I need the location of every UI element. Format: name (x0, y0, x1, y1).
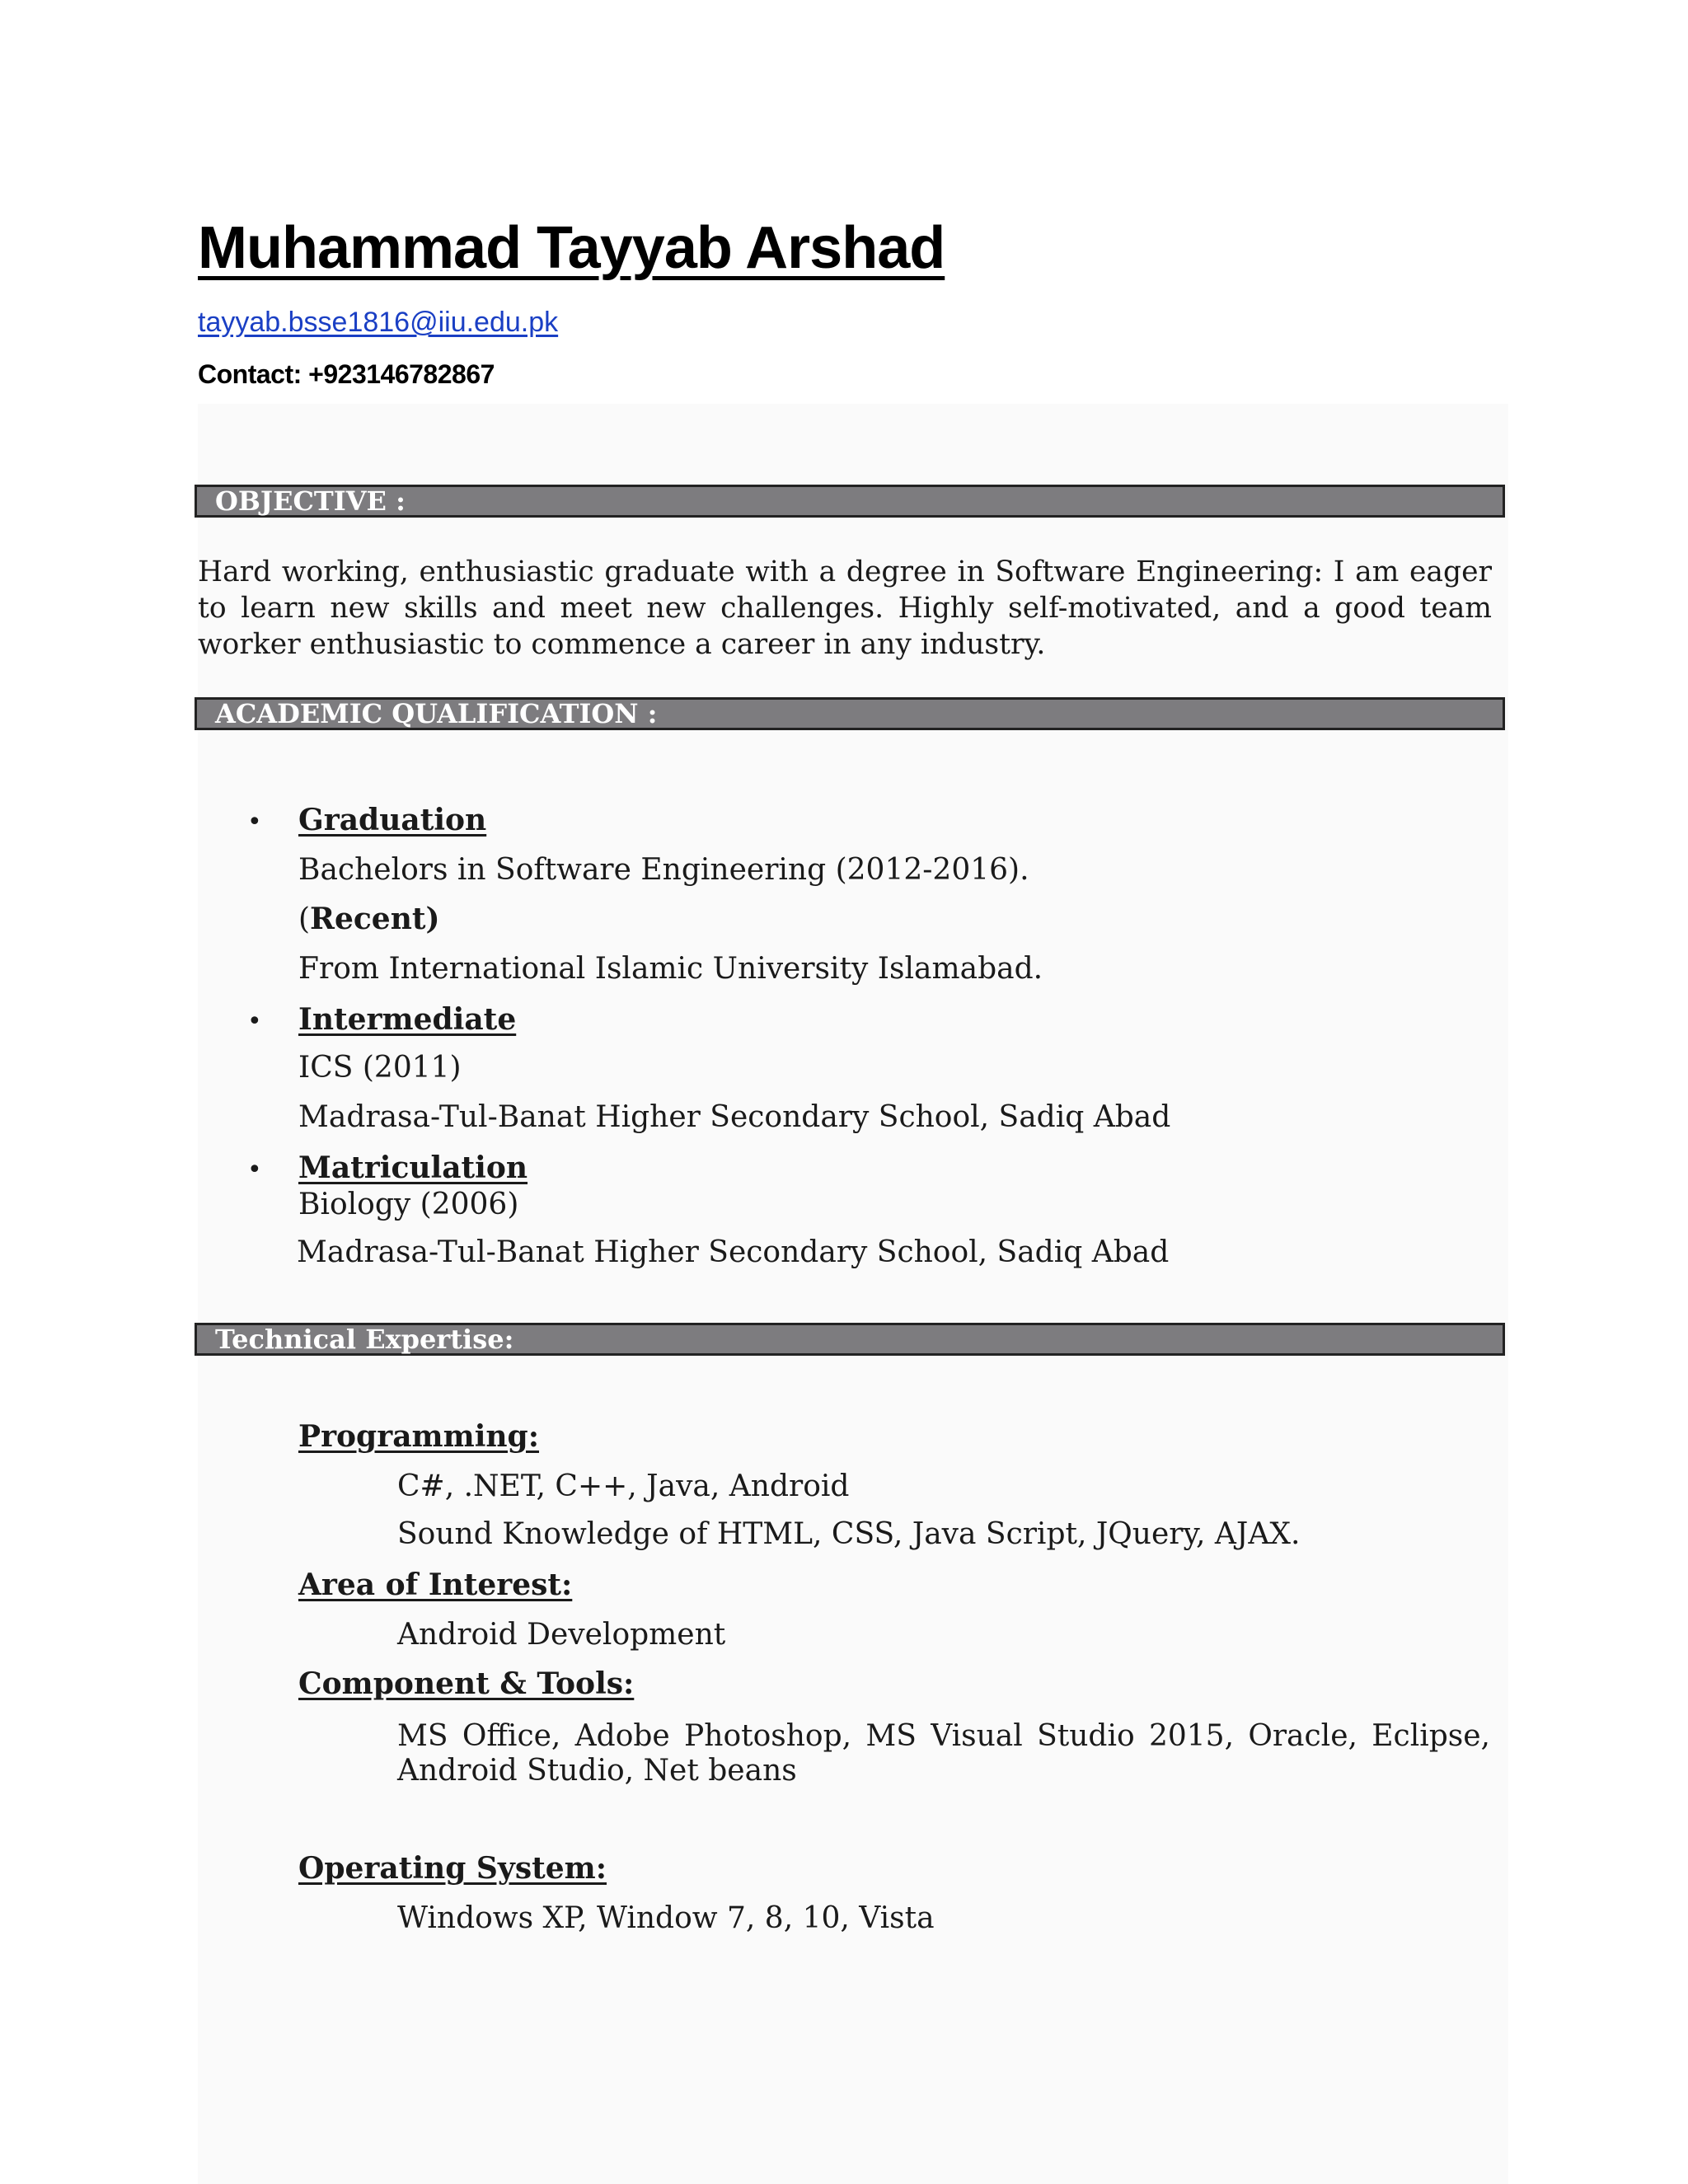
interest-heading: Area of Interest: (298, 1568, 573, 1602)
recent-paren: ( (298, 902, 311, 936)
matriculation-degree: Biology (2006) (298, 1188, 519, 1221)
graduation-institution: From International Islamic University Islamabad. (298, 952, 1043, 986)
matriculation-bullet: • (247, 1155, 262, 1184)
recent-label: Recent) (310, 902, 440, 936)
intermediate-institution: Madrasa-Tul-Banat Higher Secondary School, Sadiq Abad (298, 1100, 1171, 1134)
interest-text: Android Development (397, 1618, 726, 1652)
contact-number: Contact: +923146782867 (198, 359, 495, 389)
objective-text: Hard working, enthusiastic graduate with a degree in Software Engineering: I am eager to learn new skills and meet new challenges. Highly self-motivated, and a good team worker enthusiastic to commence a career in any industry. (198, 555, 1492, 661)
os-heading: Operating System: (298, 1851, 607, 1886)
matriculation-institution: Madrasa-Tul-Banat Higher Secondary School, Sadiq Abad (297, 1235, 1170, 1269)
programming-languages: C#, .NET, C++, Java, Android (397, 1469, 850, 1503)
intermediate-heading: Intermediate (298, 1002, 517, 1037)
programming-heading: Programming: (298, 1419, 540, 1454)
intermediate-degree: ICS (2011) (298, 1051, 462, 1085)
graduation-degree: Bachelors in Software Engineering (2012-2016). (298, 853, 1029, 887)
graduation-heading: Graduation (298, 803, 487, 837)
programming-web: Sound Knowledge of HTML, CSS, Java Script, JQuery, AJAX. (397, 1517, 1301, 1551)
tools-text: MS Office, Adobe Photoshop, MS Visual Studio 2015, Oracle, Eclipse, Android Studio, Net beans (397, 1719, 1490, 1788)
graduation-bullet: • (247, 808, 262, 837)
candidate-name: Muhammad Tayyab Arshad (198, 215, 945, 281)
intermediate-bullet: • (247, 1007, 262, 1036)
os-text: Windows XP, Window 7, 8, 10, Vista (397, 1901, 935, 1935)
academic-section-bar: ACADEMIC QUALIFICATION : (195, 697, 1505, 730)
matriculation-heading: Matriculation (298, 1151, 528, 1185)
objective-section-bar: OBJECTIVE : (195, 485, 1505, 518)
tools-heading: Component & Tools: (298, 1666, 635, 1701)
graduation-recent (298, 902, 440, 937)
technical-section-bar: Technical Expertise: (195, 1323, 1505, 1356)
email-link[interactable]: tayyab.bsse1816@iiu.edu.pk (198, 307, 559, 338)
